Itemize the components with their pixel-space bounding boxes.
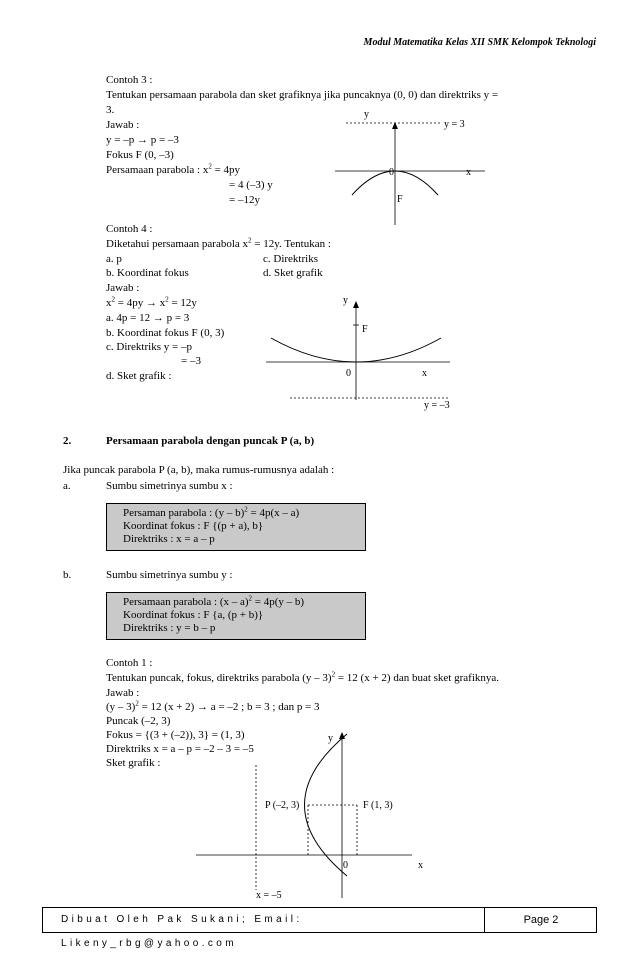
footer-credit: Dibuat Oleh Pak Sukani; Email: Likeny_rbg@yahoo.com [43,908,485,932]
box2-directrix: Direktriks : y = b – p [123,622,216,634]
box1-focus: Koordinat fokus : F {(p + a), b} [123,520,264,532]
contoh3-step1: y = –p → p = –3 [106,134,179,146]
contoh1-step4: Direktriks x = a – p = –2 – 3 = –5 [106,743,254,755]
contoh4-title: Contoh 4 : [106,223,153,235]
contoh3-title: Contoh 3 : [106,74,153,86]
contoh4-focus-label: F [362,324,368,335]
contoh3-question-cont: 3. [106,104,115,116]
contoh1-origin: 0 [343,860,348,871]
contoh4-item-c: c. Direktriks [263,253,318,265]
contoh1-x-label: x [418,860,423,871]
contoh3-focus-label: F [397,194,403,205]
section2-b-text: Sumbu simetrinya sumbu y : [106,569,233,581]
section2-intro: Jika puncak parabola P (a, b), maka rumus-rumusnya adalah : [63,464,335,476]
contoh4-item-d: d. Sket grafik [263,267,323,279]
contoh4-step5: d. Sket grafik : [106,370,172,382]
contoh3-step3: Persamaan parabola : $x^2 = 4py$ [106,162,241,176]
contoh4-step1: a. 4p = 12 → p = 3 [106,312,190,324]
contoh4-step4: = –3 [181,355,201,367]
contoh1-question: Tentukan puncak, fokus, direktriks parabola (y – 3)$^2$ = 12 (x + 2) dan buat sket grafiknya. [106,670,500,684]
contoh1-directrix-label: x = –5 [256,890,282,901]
contoh4-y-label: y [343,295,348,306]
section2-a-text: Sumbu simetrinya sumbu x : [106,480,233,492]
page-footer [42,907,597,949]
page-number: Page 2 [523,914,559,926]
contoh4-step3: c. Direktriks y = –p [106,341,192,353]
contoh3-directrix-label: y = 3 [444,119,465,130]
box2-focus: Koordinat fokus : F {a, (p + b)} [123,609,264,621]
contoh4-jawab: Jawab : [106,282,140,294]
contoh1-step1: (y – 3)$^2$ = 12 (x + 2) → a = –2 ; b = 3 ; dan p = 3 [106,699,320,713]
contoh1-jawab: Jawab : [106,687,140,699]
section2-b-label: b. [63,569,72,581]
contoh3-y-label: y [364,109,369,120]
box1-directrix: Direktriks : x = a – p [123,533,215,545]
contoh3-step4: = 4 (–3) y [229,179,273,191]
contoh4-step0: $x^2 = 4py \to x^2 = 12y$ [106,295,197,309]
contoh4-item-b: b. Koordinat fokus [106,267,189,279]
section2-number: 2. [63,435,72,447]
contoh1-step3: Fokus = {(3 + (–2)), 3} = (1, 3) [106,729,245,741]
box1-equation: Persaman parabola : (y – b)$^2$ = 4p(x – a) [123,505,300,519]
contoh3-question: Tentukan persamaan parabola dan sket grafiknya jika puncaknya (0, 0) dan direktriks y = [106,89,499,101]
contoh3-x-label: x [466,167,471,178]
section2-title: Persamaan parabola dengan puncak P (a, b) [106,435,315,447]
contoh4-x-label: x [422,368,427,379]
contoh1-title: Contoh 1 : [106,657,153,669]
contoh3-step2: Fokus F (0, –3) [106,149,174,161]
contoh3-jawab: Jawab : [106,119,140,131]
contoh1-y-label: y [328,733,333,744]
contoh1-vertex-label: P (–2, 3) [265,800,300,811]
contoh1-focus-label: F (1, 3) [363,800,393,811]
contoh3-step5: = –12y [229,194,260,206]
contoh4-origin: 0 [346,368,351,379]
contoh3-origin: 0 [389,167,394,178]
box2-equation: Persamaan parabola : (x – a)$^2$ = 4p(y – b) [123,594,305,608]
section2-a-label: a. [63,480,71,492]
contoh4-directrix-label: y = –3 [424,400,450,411]
contoh4-step2: b. Koordinat fokus F (0, 3) [106,327,225,339]
contoh1-step2: Puncak (–2, 3) [106,715,171,727]
contoh4-item-a: a. p [106,253,122,265]
contoh4-question: Diketahui persamaan parabola $x^2 = 12y$. Tentukan : [106,236,331,250]
contoh1-step5: Sket grafik : [106,757,161,769]
page-header: Modul Matematika Kelas XII SMK Kelompok Teknologi [363,37,596,48]
